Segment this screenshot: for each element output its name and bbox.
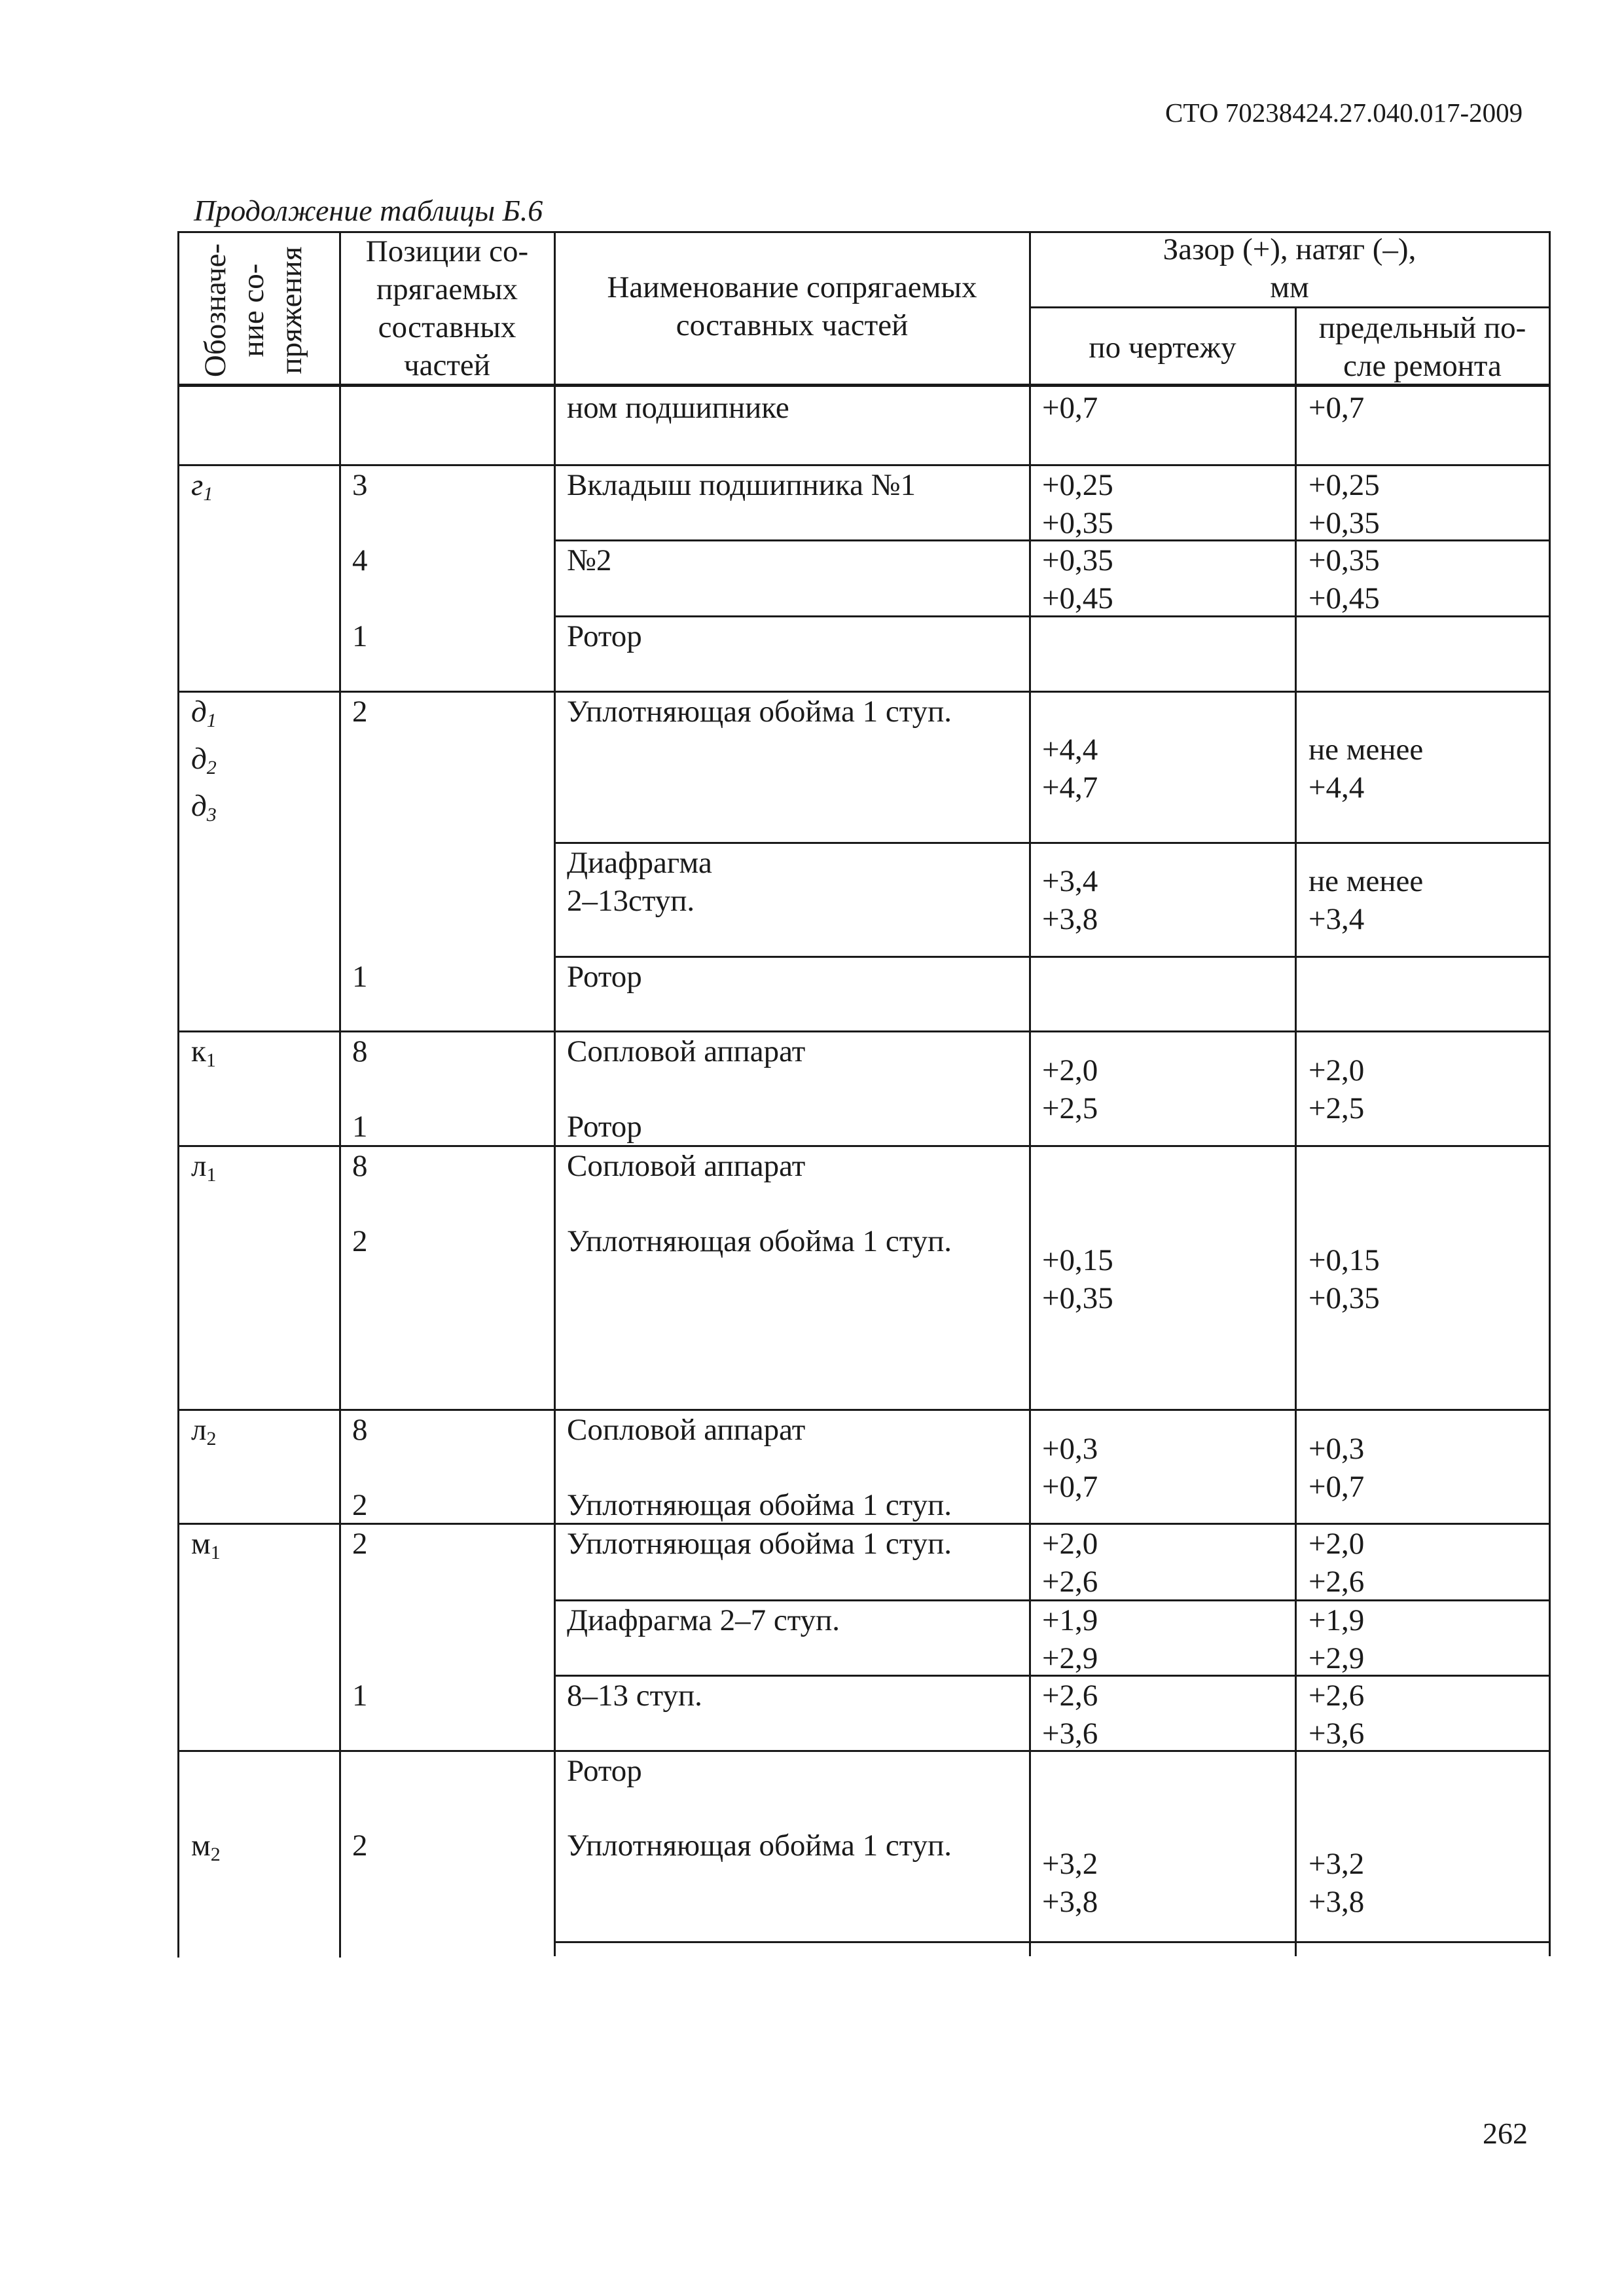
col-divider-4 xyxy=(1295,308,1297,1956)
col-divider-3 xyxy=(1029,232,1031,1956)
row-line xyxy=(177,1409,1551,1411)
table-border-left xyxy=(177,232,179,1958)
gap-limit: +2,0 +2,5 xyxy=(1308,1053,1365,1125)
row-line xyxy=(554,956,1551,958)
part-name: Уплотняющая обойма 1 ступ. xyxy=(567,1527,952,1561)
gap-by-drawing: +4,4 +4,7 xyxy=(1042,733,1098,805)
header-designation: Обозначе- ние со- пряжения xyxy=(198,243,308,378)
gap-limit: +0,15 +0,35 xyxy=(1308,1243,1380,1315)
designation-m1: м1 xyxy=(191,1527,221,1563)
col-divider-1 xyxy=(339,232,341,1958)
part-name: ном подшипнике xyxy=(567,391,789,425)
header-by-drawing: по чертежу xyxy=(1089,331,1236,365)
row-line xyxy=(177,1030,1551,1032)
part-name: 8–13 ступ. xyxy=(567,1679,702,1713)
designation-k1: к1 xyxy=(191,1034,216,1071)
gap-by-drawing: +2,0 +2,5 xyxy=(1042,1053,1098,1125)
gap-limit: +2,6 +3,6 xyxy=(1308,1679,1365,1751)
position-number: 8 xyxy=(352,1149,368,1183)
designation-l1: л1 xyxy=(191,1149,217,1186)
gap-limit: +0,35 +0,45 xyxy=(1308,543,1380,615)
gap-by-drawing: +2,6 +3,6 xyxy=(1042,1679,1098,1751)
position-number: 1 xyxy=(352,1679,368,1713)
designation-d: д1 д2 д3 xyxy=(191,695,217,826)
gap-limit: +0,7 xyxy=(1308,391,1365,425)
part-name: Сопловой аппарат xyxy=(567,1149,806,1183)
position-number: 2 xyxy=(352,1527,368,1561)
position-number: 2 xyxy=(352,1488,368,1522)
gap-by-drawing: +3,4 +3,8 xyxy=(1042,864,1098,936)
gap-by-drawing: +1,9 +2,9 xyxy=(1042,1603,1098,1675)
part-name: Диафрагма 2–13ступ. xyxy=(567,846,712,918)
gap-by-drawing: +0,3 +0,7 xyxy=(1042,1432,1098,1504)
part-name: Уплотняющая обойма 1 ступ. xyxy=(567,1224,952,1258)
header-gap: Зазор (+), натяг (–), мм xyxy=(1163,232,1416,304)
part-name: Ротор xyxy=(567,1754,642,1788)
document-code: СТО 70238424.27.040.017-2009 xyxy=(1165,98,1523,128)
position-number: 2 xyxy=(352,1829,368,1863)
gap-limit: +1,9 +2,9 xyxy=(1308,1603,1365,1675)
header-limit-after-repair: предельный по- сле ремонта xyxy=(1318,311,1526,383)
part-name: Ротор xyxy=(567,1110,642,1144)
position-number: 1 xyxy=(352,1110,368,1144)
gap-subheader-line xyxy=(1029,306,1551,308)
part-name: Сопловой аппарат xyxy=(567,1413,806,1447)
page-number: 262 xyxy=(1483,2117,1528,2150)
gap-by-drawing: +3,2 +3,8 xyxy=(1042,1847,1098,1919)
part-name: Сопловой аппарат xyxy=(567,1034,806,1068)
gap-by-drawing: +0,25 +0,35 xyxy=(1042,468,1113,540)
position-number: 3 xyxy=(352,468,368,502)
position-number: 1 xyxy=(352,960,368,994)
part-name: Диафрагма 2–7 ступ. xyxy=(567,1603,840,1637)
part-name: №2 xyxy=(567,543,612,577)
header-name: Наименование сопрягаемых составных частей xyxy=(607,270,977,342)
part-name: Ротор xyxy=(567,960,642,994)
gap-by-drawing: +0,7 xyxy=(1042,391,1098,425)
table-border-bottom xyxy=(554,1941,1551,1943)
position-number: 8 xyxy=(352,1034,368,1068)
gap-limit: +0,3 +0,7 xyxy=(1308,1432,1365,1504)
row-line xyxy=(177,1145,1551,1147)
gap-limit: +2,0 +2,6 xyxy=(1308,1527,1365,1599)
gap-by-drawing: +2,0 +2,6 xyxy=(1042,1527,1098,1599)
part-name: Уплотняющая обойма 1 ступ. xyxy=(567,1829,952,1863)
position-number: 8 xyxy=(352,1413,368,1447)
header-positions: Позиции со- прягаемых составных частей xyxy=(365,234,529,382)
gap-limit: не менее +4,4 xyxy=(1308,733,1424,805)
table-caption: Продолжение таблицы Б.6 xyxy=(194,194,543,227)
part-name: Ротор xyxy=(567,619,642,653)
part-name: Уплотняющая обойма 1 ступ. xyxy=(567,695,952,729)
position-number: 1 xyxy=(352,619,368,653)
gap-by-drawing: +0,35 +0,45 xyxy=(1042,543,1113,615)
col-divider-2 xyxy=(554,232,556,1956)
gap-limit: +3,2 +3,8 xyxy=(1308,1847,1365,1919)
gap-limit: не менее +3,4 xyxy=(1308,864,1424,936)
position-number: 4 xyxy=(352,543,368,577)
table-border-right xyxy=(1549,232,1551,1956)
part-name: Вкладыш подшипника №1 xyxy=(567,468,916,502)
part-name: Уплотняющая обойма 1 ступ. xyxy=(567,1488,952,1522)
gap-limit: +0,25 +0,35 xyxy=(1308,468,1380,540)
position-number: 2 xyxy=(352,1224,368,1258)
designation-m2: м2 xyxy=(191,1829,221,1865)
gap-by-drawing: +0,15 +0,35 xyxy=(1042,1243,1113,1315)
designation-g1: г1 xyxy=(191,468,213,505)
position-number: 2 xyxy=(352,695,368,729)
designation-l2: л2 xyxy=(191,1413,217,1449)
